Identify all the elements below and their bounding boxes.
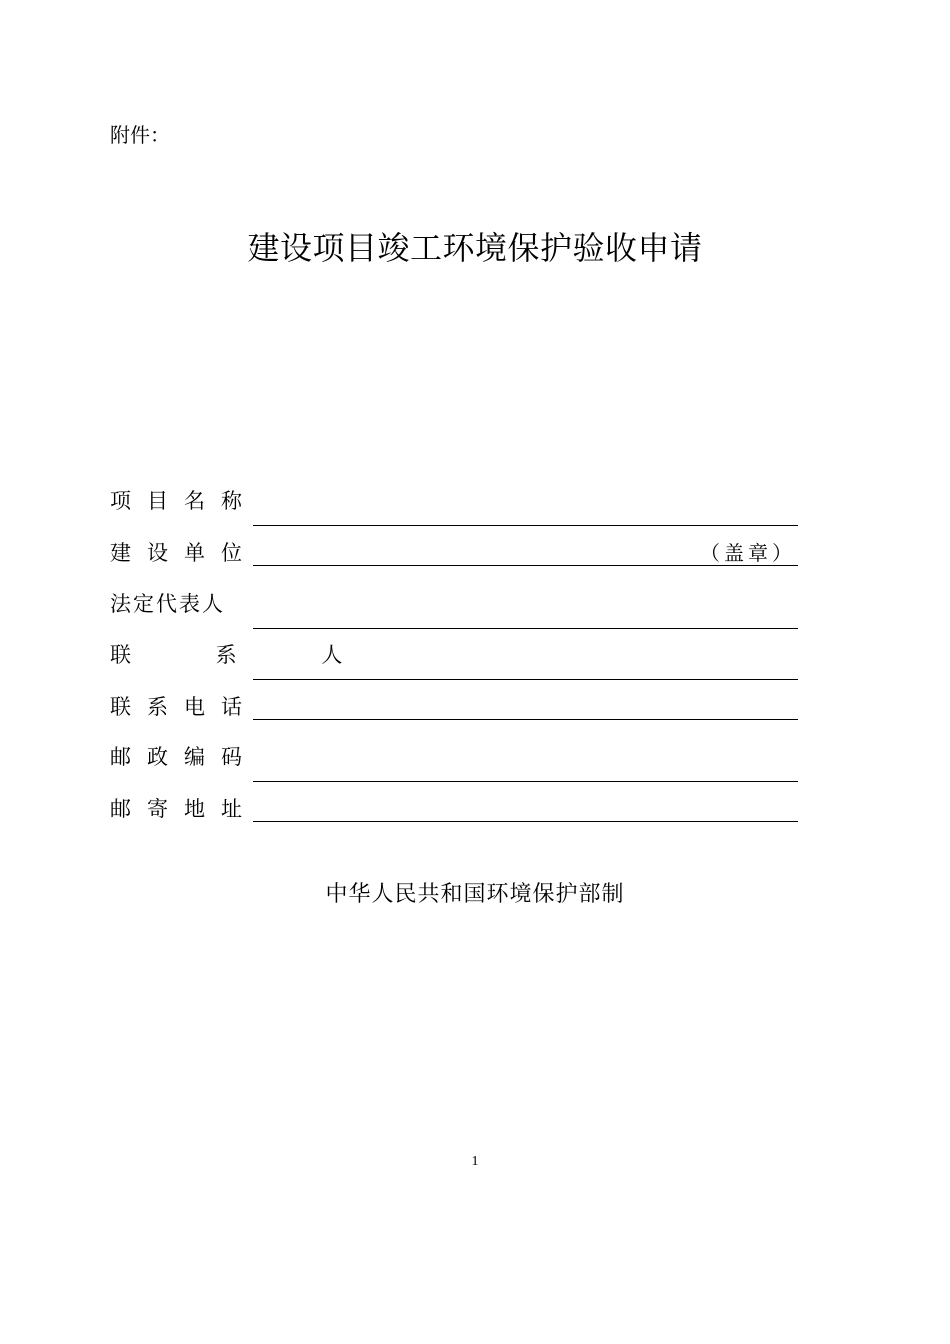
phone-field[interactable] [253, 719, 798, 720]
project-name-field[interactable] [253, 525, 798, 526]
legal-representative-field[interactable] [253, 628, 798, 629]
document-title: 建设项目竣工环境保护验收申请 [247, 229, 703, 267]
contact-person-label: 联 系 人 [110, 643, 382, 667]
attachment-label: 附件： [110, 123, 170, 147]
form-row-phone [110, 692, 798, 722]
form-row-postal-code [110, 742, 798, 772]
form-row-mailing-address [110, 794, 798, 824]
form-row-legal-representative [110, 589, 798, 619]
form-row-project-name [110, 486, 798, 516]
legal-representative-label: 法定代表人 [110, 592, 225, 616]
contact-person-field[interactable] [253, 679, 798, 680]
postal-code-label: 邮政编码 [110, 745, 258, 769]
phone-label: 联系电话 [110, 695, 258, 719]
postal-code-field[interactable] [253, 781, 798, 782]
mailing-address-field[interactable] [253, 821, 798, 822]
form-row-contact-person [110, 640, 798, 670]
project-name-label: 项目名称 [110, 489, 258, 513]
form-row-developer [110, 538, 798, 568]
mailing-address-label: 邮寄地址 [110, 797, 258, 821]
page-number: 1 [471, 1154, 479, 1169]
issuer-line: 中华人民共和国环境保护部制 [325, 882, 625, 907]
developer-label: 建设单位 [110, 541, 258, 565]
seal-note: （盖章） [700, 541, 796, 565]
